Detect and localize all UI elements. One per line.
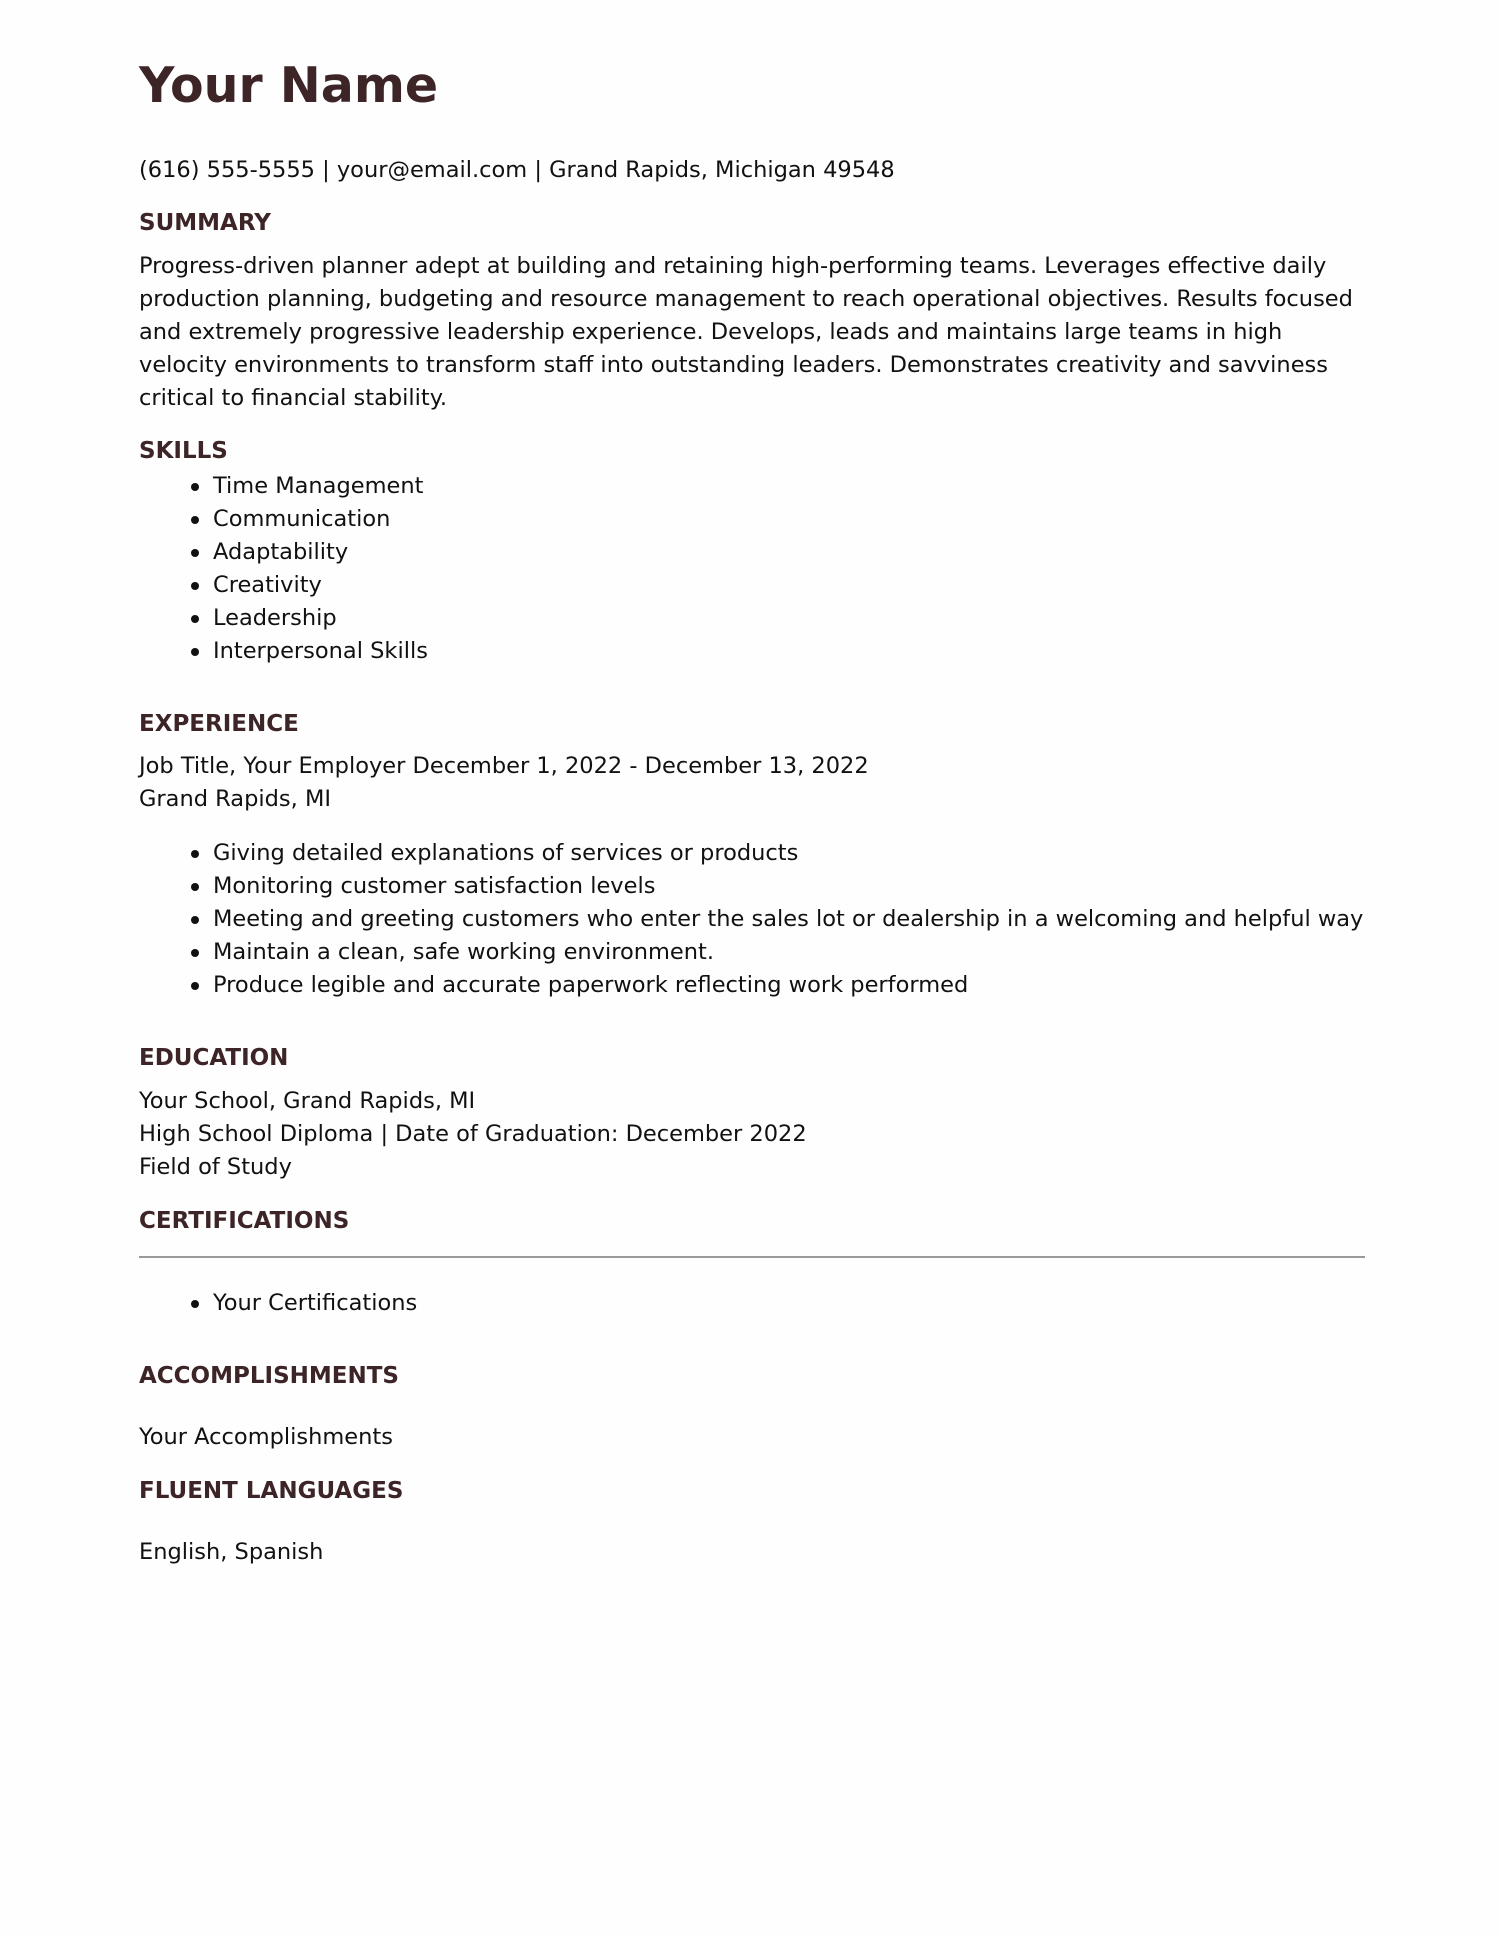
skills-list (139, 470, 428, 668)
skill-item: Creativity (139, 569, 428, 602)
accomplishments-heading: ACCOMPLISHMENTS (139, 1363, 399, 1389)
education-heading: EDUCATION (139, 1045, 289, 1071)
certifications-list (139, 1287, 417, 1320)
accomplishments-text: Your Accomplishments (139, 1424, 393, 1450)
section-divider (139, 1256, 1365, 1258)
experience-heading: EXPERIENCE (139, 711, 299, 737)
education-school: Your School, Grand Rapids, MI (139, 1088, 476, 1114)
certifications-heading: CERTIFICATIONS (139, 1208, 350, 1234)
languages-text: English, Spanish (139, 1539, 324, 1565)
experience-item: Giving detailed explanations of services or products (139, 837, 1363, 870)
summary-heading: SUMMARY (139, 210, 271, 236)
skill-item: Communication (139, 503, 428, 536)
experience-list (139, 837, 1363, 1002)
skills-heading: SKILLS (139, 438, 228, 464)
skill-item: Leadership (139, 602, 428, 635)
experience-item: Meeting and greeting customers who enter the sales lot or dealership in a welcoming and helpful way (139, 903, 1363, 936)
experience-item: Monitoring customer satisfaction levels (139, 870, 1363, 903)
education-field: Field of Study (139, 1154, 292, 1180)
skill-item: Time Management (139, 470, 428, 503)
certification-item: Your Certifications (139, 1287, 417, 1320)
contact-line: (616) 555-5555 | your@email.com | Grand Rapids, Michigan 49548 (139, 157, 895, 183)
job-location: Grand Rapids, MI (139, 786, 331, 812)
resume-name: Your Name (139, 57, 439, 114)
languages-heading: FLUENT LANGUAGES (139, 1478, 404, 1504)
skill-item: Interpersonal Skills (139, 635, 428, 668)
experience-item: Produce legible and accurate paperwork reflecting work performed (139, 969, 1363, 1002)
skill-item: Adaptability (139, 536, 428, 569)
job-title-line: Job Title, Your Employer December 1, 2022 - December 13, 2022 (139, 753, 869, 779)
education-degree: High School Diploma | Date of Graduation: December 2022 (139, 1121, 807, 1147)
summary-text: Progress-driven planner adept at building and retaining high-performing teams. Leverages effective daily production planning, budgeting and resource management to reach operational objectives. Results focused and extremely progressive leadership experience. Develops, leads and maintains large teams in high velocity environments to transform staff into outstanding leaders. Demonstrates creativity and savviness critical to financial stability. (139, 253, 1353, 411)
experience-item: Maintain a clean, safe working environment. (139, 936, 1363, 969)
